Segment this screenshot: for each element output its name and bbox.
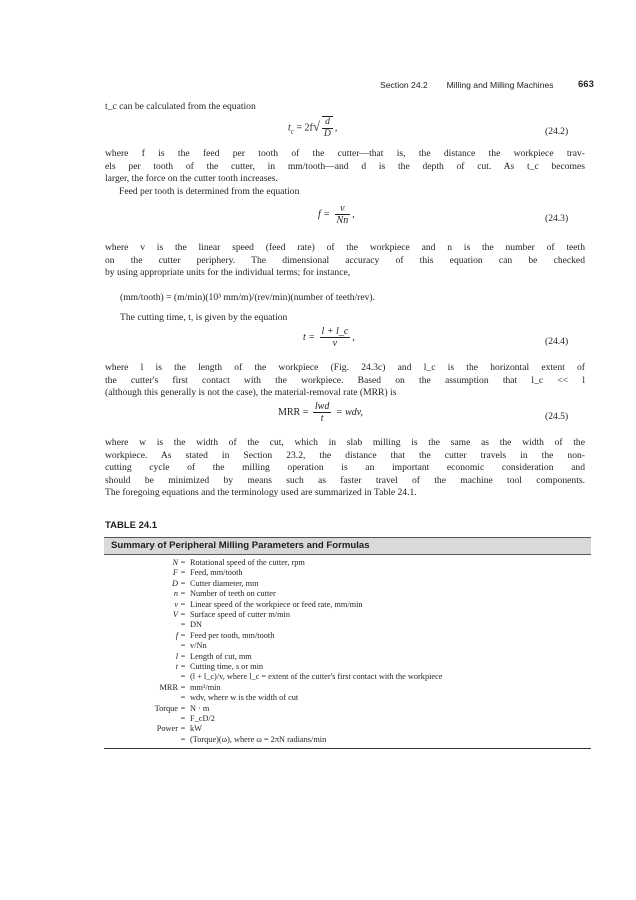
table-row — [104, 693, 591, 703]
eq-245-frac — [313, 401, 331, 424]
table-equals: = — [180, 568, 186, 578]
table-row — [104, 558, 591, 568]
table-definition: DN — [190, 620, 202, 630]
sqrt-symbol: √ — [312, 118, 321, 134]
intro-line — [105, 101, 585, 114]
table-symbol: t — [175, 662, 178, 671]
para4-line: where l is the length of the workpiece (Fig. 24.3c) and l_c is the horizontal extent of — [105, 362, 585, 373]
table-definition: Length of cut, mm — [190, 651, 252, 661]
table-equals: = — [180, 662, 186, 671]
eq-242-rhs-pre: = 2f — [296, 122, 313, 134]
table-definition: Surface speed of cutter m/min — [190, 610, 290, 619]
table-row — [104, 568, 591, 578]
header-section: Section 24.2 — [380, 80, 428, 90]
table-row — [104, 620, 591, 630]
table-definition: v/Nn — [190, 641, 207, 651]
para1-line: Feed per tooth is determined from the equation — [119, 185, 300, 197]
paragraph-1 — [105, 148, 585, 198]
table-equals: = — [180, 578, 186, 588]
eq-243-frac — [335, 203, 351, 226]
para1-line: els per tooth of the cutter, in mm/tooth—and d is the depth of cut. As t_c becomes — [105, 160, 585, 172]
paragraph-4 — [105, 362, 585, 400]
table-definition: F_cD/2 — [190, 714, 215, 723]
equation-24-2 — [288, 116, 337, 140]
eq-242-tail: , — [334, 122, 338, 134]
table-row — [104, 683, 591, 693]
eq-242-radicand — [322, 116, 333, 140]
table-symbol: F — [172, 568, 178, 578]
table-equals: = — [180, 610, 186, 619]
intro-text: t_c can be calculated from the equation — [105, 101, 256, 112]
eq-242-number: (24.2) — [545, 126, 569, 137]
table-symbol: n — [173, 589, 178, 599]
para4-line: the cutter's first contact with the workpiece. Based on the assumption that l_c << l — [105, 374, 585, 386]
table-definition: Number of teeth on cutter — [190, 589, 276, 599]
para4-line: (although this generally is not the case), the material-removal rate (MRR) is — [105, 387, 397, 399]
running-header — [380, 80, 554, 90]
table-row — [104, 579, 591, 589]
table-title-bar — [104, 537, 591, 555]
table-equals: = — [180, 589, 186, 599]
table-symbol: l — [175, 651, 178, 661]
table-equals: = — [180, 599, 186, 609]
eq-243-number: (24.3) — [545, 213, 569, 224]
eq-245-num: lwd — [314, 401, 330, 412]
table-label: TABLE 24.1 — [105, 520, 158, 531]
eq-242-lhs-sub: c — [290, 127, 294, 136]
eq-242-den: D — [324, 129, 331, 139]
table-equals: = — [180, 734, 186, 744]
units-line — [120, 292, 580, 305]
paragraph-5 — [105, 437, 585, 500]
table-row — [104, 724, 591, 734]
eq-243-den: Nn — [336, 215, 349, 226]
table-equals: = — [180, 714, 186, 723]
table-definition: (Torque)(ω), where ω = 2πN radians/min — [190, 734, 327, 744]
table-symbol: N — [172, 558, 178, 567]
table-row — [104, 641, 591, 651]
eq-244-frac — [320, 326, 351, 349]
table-definition: kW — [190, 724, 202, 734]
eq-245-rhs: = wdv, — [335, 406, 363, 418]
table-definition: (l + l_c)/v, where l_c = extent of the cutter's first contact with the workpiece — [190, 672, 443, 682]
header-title: Milling and Milling Machines — [446, 80, 554, 90]
para5-line: where w is the width of the cut, which in slab milling is the same as the width of the — [105, 437, 585, 448]
para5-line: should be minimized by means such as faster travel of the machine tool components. — [105, 474, 585, 486]
table-equals: = — [180, 724, 186, 734]
equation-24-4 — [303, 326, 355, 349]
table-row — [104, 600, 591, 610]
table-definition: wdv, where w is the width of cut — [190, 693, 299, 703]
table-row — [104, 714, 591, 724]
paragraph-2 — [105, 242, 585, 280]
eq-244-num: l + l_c — [321, 326, 349, 337]
table-row — [104, 735, 591, 745]
table-definition: Cutter diameter, mm — [190, 578, 259, 588]
table-equals: = — [180, 641, 186, 651]
table-row — [104, 631, 591, 641]
table-row — [104, 610, 591, 620]
para5-line: cutting cycle of the milling operation is an important economic consideration and — [105, 462, 585, 474]
table-definition: Linear speed of the workpiece or feed rate, mm/min — [190, 599, 363, 609]
table-row — [104, 652, 591, 662]
table-definition: N · m — [190, 703, 210, 713]
table-row — [104, 672, 591, 682]
eq-245-den: t — [320, 413, 324, 424]
table-equals: = — [180, 630, 186, 640]
table-row — [104, 704, 591, 714]
table-symbol: f — [175, 630, 178, 640]
eq-244-den: v — [332, 338, 338, 349]
table-equals: = — [180, 672, 186, 682]
table-symbol: Torque — [154, 703, 178, 713]
eq-243-tail: , — [352, 208, 355, 220]
para5-line: The foregoing equations and the terminology used are summarized in Table 24.1. — [105, 487, 417, 499]
para1-line: larger, the force on the cutter tooth increases. — [105, 173, 278, 185]
table-symbol: Power — [156, 724, 178, 734]
equation-24-3 — [318, 203, 355, 226]
table-equals: = — [180, 651, 186, 661]
para2-line: by using appropriate units for the individual terms; for instance, — [105, 267, 351, 279]
table-bottom-rule — [104, 748, 591, 749]
eq-243-lhs: f = — [318, 208, 331, 220]
eq-244-lhs: t = — [303, 331, 316, 343]
units-text: (mm/tooth) = (m/min)(10³ mm/m)/(rev/min)(number of teeth/rev). — [120, 292, 375, 303]
table-definition: mm³/min — [190, 682, 221, 692]
table-equals: = — [180, 682, 186, 692]
eq-245-lhs: MRR = — [278, 406, 309, 418]
para1-line: where f is the feed per tooth of the cutter—that is, the distance the workpiece trav- — [105, 148, 585, 159]
eq-244-number: (24.4) — [545, 336, 569, 347]
eq-243-num: v — [335, 203, 351, 215]
para2-line: where v is the linear speed (feed rate) of the workpiece and n is the number of teeth — [105, 242, 585, 253]
table-definition: Feed, mm/tooth — [190, 568, 243, 578]
table-equals: = — [180, 620, 186, 630]
table-title: Summary of Peripheral Milling Parameters and Formulas — [111, 540, 370, 551]
table-body — [104, 558, 591, 748]
table-symbol: V — [172, 610, 178, 619]
page-number: 663 — [578, 79, 594, 90]
paragraph-3 — [120, 312, 580, 325]
equation-24-5 — [278, 401, 363, 424]
eq-242-num: d — [322, 117, 333, 129]
para3-text: The cutting time, t, is given by the equation — [120, 312, 288, 323]
para2-line: on the cutter periphery. The dimensional accuracy of this equation can be checked — [105, 254, 585, 266]
table-equals: = — [180, 693, 186, 703]
eq-245-number: (24.5) — [545, 411, 569, 422]
table-equals: = — [180, 703, 186, 713]
table-row — [104, 662, 591, 672]
table-definition: Cutting time, s or min — [190, 662, 264, 671]
table-symbol: MRR — [159, 682, 178, 692]
table-row — [104, 589, 591, 599]
table-symbol: v — [174, 599, 178, 609]
table-equals: = — [180, 558, 186, 567]
para5-line: workpiece. As stated in Section 23.2, the distance that the cutter travels in the non- — [105, 449, 585, 461]
eq-242-lhs: t — [288, 122, 291, 134]
table-symbol: D — [172, 578, 178, 588]
eq-244-tail: , — [352, 331, 355, 343]
table-definition: Rotational speed of the cutter, rpm — [190, 558, 305, 567]
table-definition: Feed per tooth, mm/tooth — [190, 630, 275, 640]
